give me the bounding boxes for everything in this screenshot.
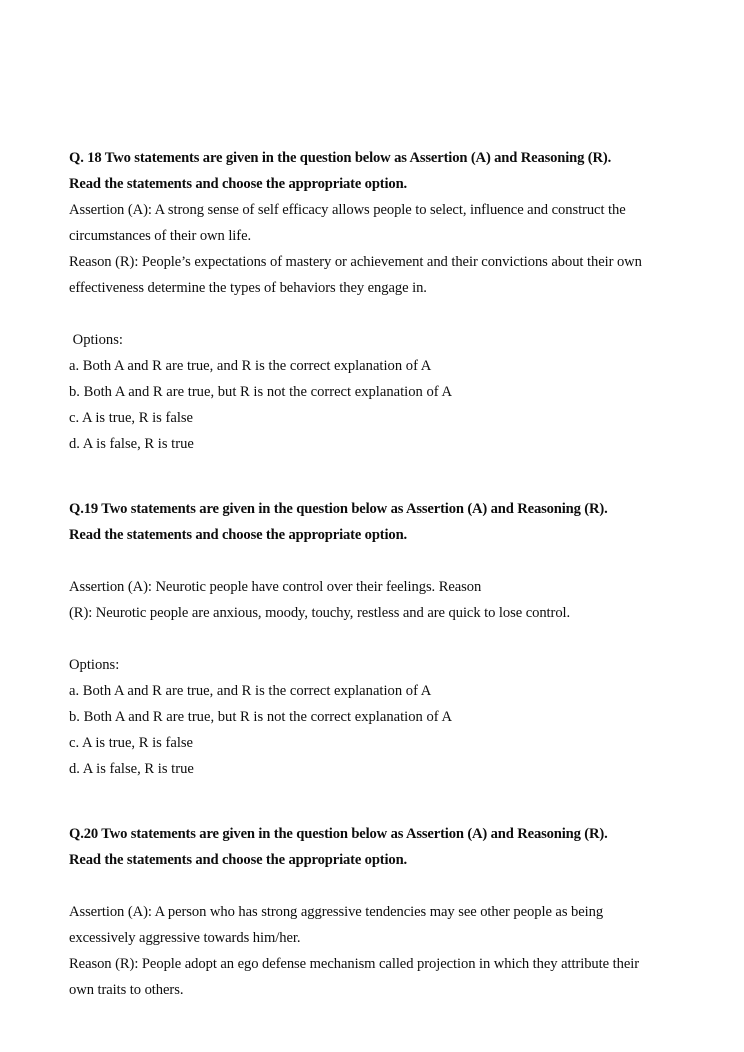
question-18-reason-line-2: effectiveness determine the types of behaviors they engage in. (69, 280, 427, 296)
question-18-option-b[interactable]: b. Both A and R are true, but R is not the correct explanation of A (69, 384, 453, 400)
question-19-heading-line-1: Q.19 Two statements are given in the question below as Assertion (A) and Reasoning (R). (69, 501, 608, 517)
question-20-reason-line-2: own traits to others. (69, 982, 184, 998)
question-18-reason-line-1: Reason (R): People’s expectations of mastery or achievement and their convictions about their own (69, 254, 642, 270)
spacer (69, 483, 675, 496)
question-block-20 (69, 821, 675, 1003)
question-19-option-a[interactable]: a. Both A and R are true, and R is the correct explanation of A (69, 683, 432, 699)
spacer (69, 301, 675, 327)
document-text-column (69, 145, 675, 1003)
question-19-option-c[interactable]: c. A is true, R is false (69, 735, 194, 751)
question-18-option-d[interactable]: d. A is false, R is true (69, 436, 194, 452)
question-block-18 (69, 145, 675, 457)
question-19-options-label: Options: (69, 657, 120, 673)
spacer (69, 626, 675, 652)
spacer (69, 782, 675, 808)
spacer (69, 873, 675, 899)
question-19-option-b[interactable]: b. Both A and R are true, but R is not the correct explanation of A (69, 709, 453, 725)
question-19-heading-line-2: Read the statements and choose the appropriate option. (69, 527, 408, 543)
question-18-heading-line-1: Q. 18 Two statements are given in the question below as Assertion (A) and Reasoning (R). (69, 150, 612, 166)
spacer (69, 808, 675, 821)
question-20-heading-line-2: Read the statements and choose the appropriate option. (69, 852, 408, 868)
question-18-assertion-line-2: circumstances of their own life. (69, 228, 252, 244)
question-18-option-c[interactable]: c. A is true, R is false (69, 410, 194, 426)
question-18-heading-line-2: Read the statements and choose the appropriate option. (69, 176, 408, 192)
question-20-assertion-line-2: excessively aggressive towards him/her. (69, 930, 301, 946)
question-block-19 (69, 496, 675, 782)
question-20-heading-line-1: Q.20 Two statements are given in the question below as Assertion (A) and Reasoning (R). (69, 826, 608, 842)
question-19-assertion-line-1: Assertion (A): Neurotic people have control over their feelings. Reason (69, 579, 482, 595)
question-18-option-a[interactable]: a. Both A and R are true, and R is the correct explanation of A (69, 358, 432, 374)
question-18-options-label: Options: (69, 332, 123, 348)
question-18-assertion-line-1: Assertion (A): A strong sense of self efficacy allows people to select, influence and construct the (69, 202, 626, 218)
question-19-option-d[interactable]: d. A is false, R is true (69, 761, 194, 777)
question-19-assertion-line-2: (R): Neurotic people are anxious, moody, touchy, restless and are quick to lose control. (69, 605, 571, 621)
spacer (69, 548, 675, 574)
question-20-reason-line-1: Reason (R): People adopt an ego defense mechanism called projection in which they attribute their (69, 956, 639, 972)
spacer (69, 457, 675, 483)
question-20-assertion-line-1: Assertion (A): A person who has strong aggressive tendencies may see other people as being (69, 904, 604, 920)
